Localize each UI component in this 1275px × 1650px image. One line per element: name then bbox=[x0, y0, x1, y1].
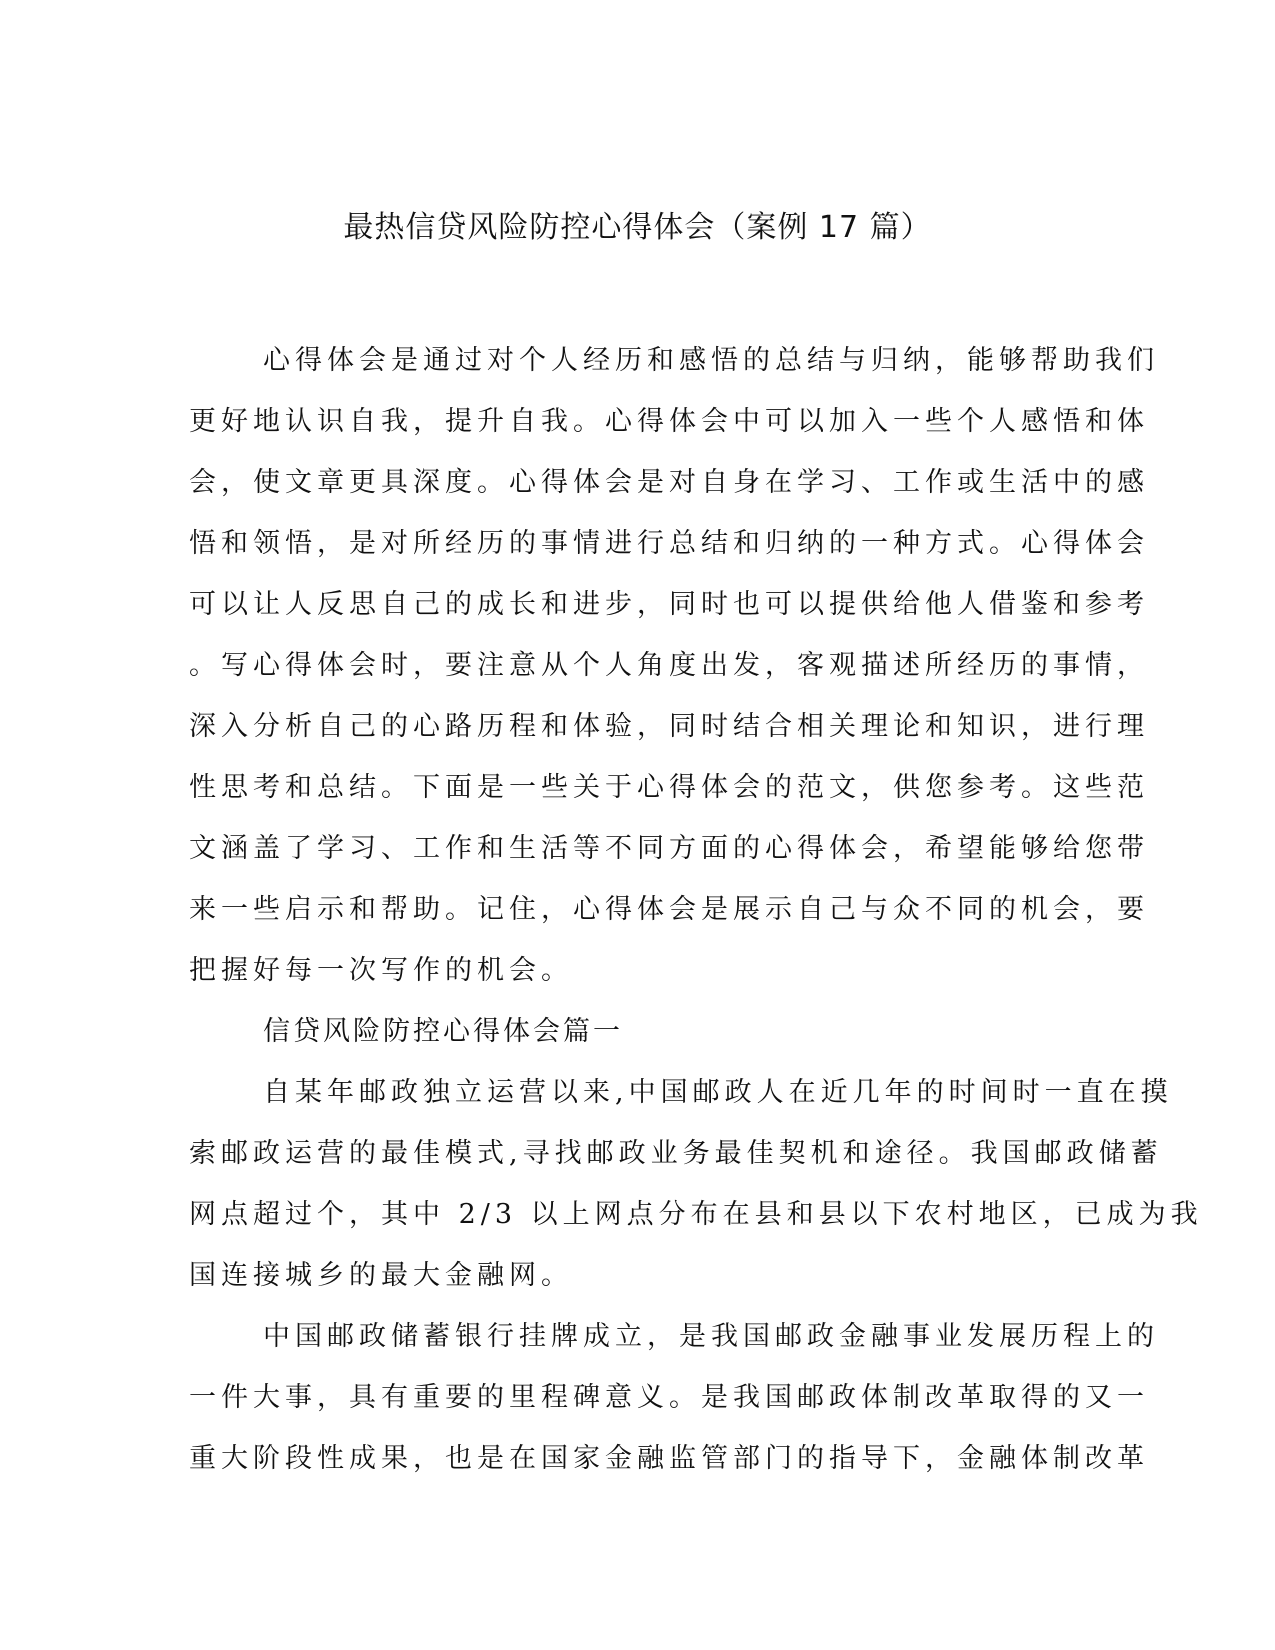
document-title: 最热信贷风险防控心得体会（案例 17 篇） bbox=[343, 210, 932, 245]
paragraph-line: 可以让人反思自己的成长和进步，同时也可以提供给他人借鉴和参考 bbox=[189, 589, 1149, 620]
document-body bbox=[189, 330, 1203, 1489]
paragraph-line: 国连接城乡的最大金融网。 bbox=[189, 1260, 573, 1291]
paragraph-line: 一件大事，具有重要的里程碑意义。是我国邮政体制改革取得的又一 bbox=[189, 1382, 1149, 1413]
paragraph-line: 文涵盖了学习、工作和生活等不同方面的心得体会，希望能够给您带 bbox=[189, 833, 1149, 864]
paragraph-line: 更好地认识自我，提升自我。心得体会中可以加入一些个人感悟和体 bbox=[189, 406, 1149, 437]
paragraph-line: 。写心得体会时，要注意从个人角度出发，客观描述所经历的事情， bbox=[189, 650, 1149, 681]
paragraph-line: 会，使文章更具深度。心得体会是对自身在学习、工作或生活中的感 bbox=[189, 467, 1149, 498]
paragraph-line: 性思考和总结。下面是一些关于心得体会的范文，供您参考。这些范 bbox=[189, 772, 1149, 803]
paragraph-line: 索邮政运营的最佳模式,寻找邮政业务最佳契机和途径。我国邮政储蓄 bbox=[189, 1138, 1163, 1169]
section-heading: 信贷风险防控心得体会篇一 bbox=[263, 1016, 623, 1047]
paragraph-line: 重大阶段性成果，也是在国家金融监管部门的指导下，金融体制改革 bbox=[189, 1443, 1149, 1474]
paragraph-line: 心得体会是通过对个人经历和感悟的总结与归纳，能够帮助我们 bbox=[263, 345, 1159, 376]
paragraph-line: 悟和领悟，是对所经历的事情进行总结和归纳的一种方式。心得体会 bbox=[189, 528, 1149, 559]
paragraph-line: 中国邮政储蓄银行挂牌成立，是我国邮政金融事业发展历程上的 bbox=[263, 1321, 1159, 1352]
paragraph-line: 自某年邮政独立运营以来,中国邮政人在近几年的时间时一直在摸 bbox=[263, 1077, 1173, 1108]
paragraph-line: 深入分析自己的心路历程和体验，同时结合相关理论和知识，进行理 bbox=[189, 711, 1149, 742]
paragraph-line: 把握好每一次写作的机会。 bbox=[189, 955, 573, 986]
paragraph-line: 网点超过个，其中 2/3 以上网点分布在县和县以下农村地区，已成为我 bbox=[189, 1199, 1203, 1230]
paragraph-line: 来一些启示和帮助。记住，心得体会是展示自己与众不同的机会，要 bbox=[189, 894, 1149, 925]
